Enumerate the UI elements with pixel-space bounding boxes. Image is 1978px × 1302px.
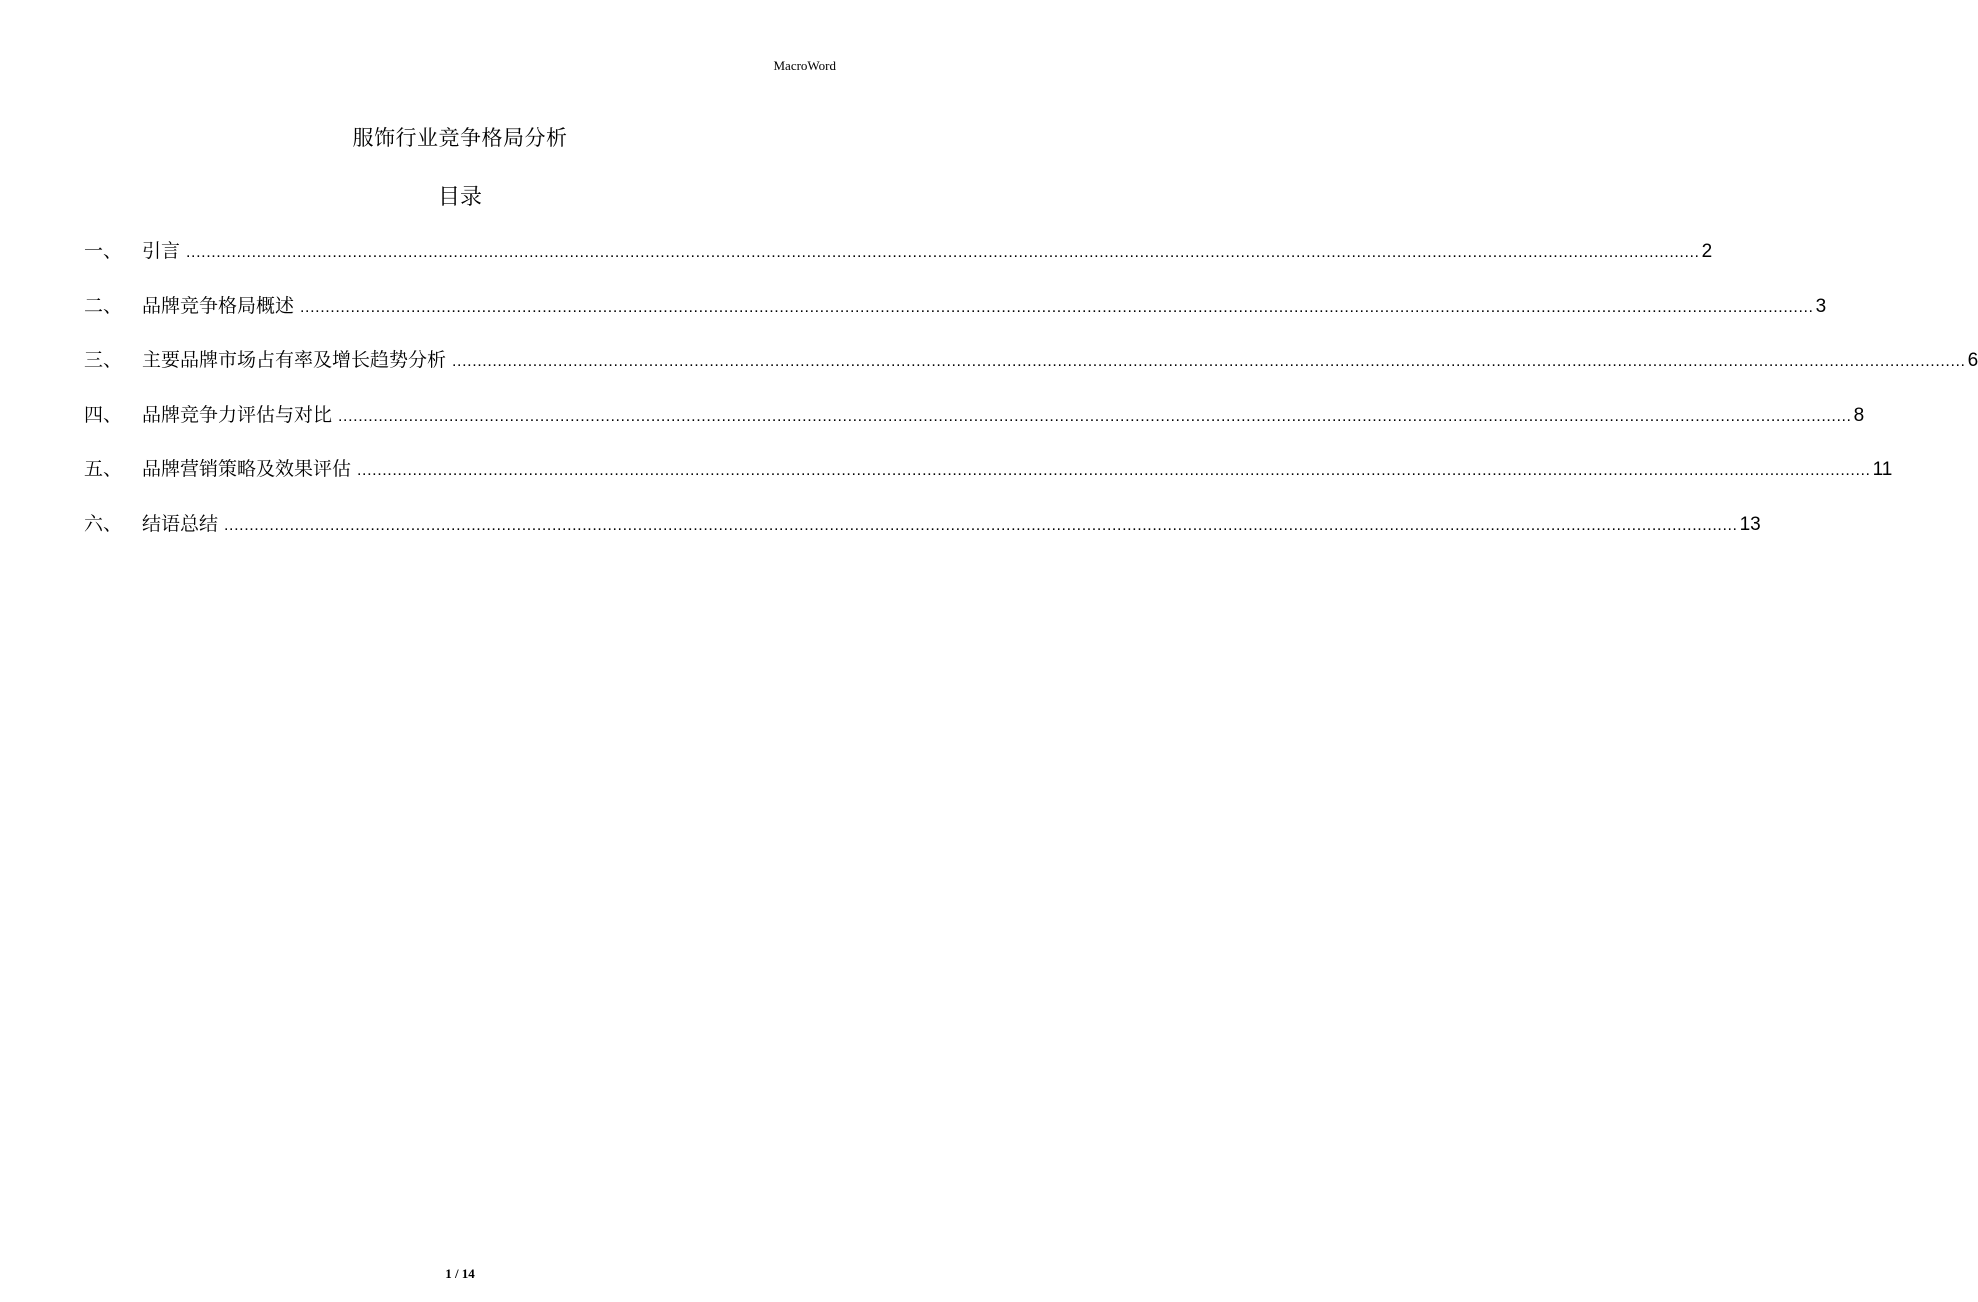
toc-entry-label: 品牌竞争力评估与对比 xyxy=(142,403,333,426)
page-header-brand: MacroWord xyxy=(773,58,836,73)
toc-entry-page: 13 xyxy=(1739,513,1761,535)
toc-entry[interactable] xyxy=(84,236,1713,266)
toc-dot-leader: ............................................................................................................................................................................................................................................................................................................ xyxy=(338,407,1852,425)
toc-entry-page: 3 xyxy=(1815,295,1827,317)
toc-entry-label: 引言 xyxy=(142,240,181,262)
toc-entry-number: 一、 xyxy=(84,240,123,262)
toc-dot-leader: ............................................................................................................................................................................................................................................................................................................ xyxy=(186,244,1700,261)
toc-entry-number: 六、 xyxy=(84,512,123,535)
toc-entry-page: 2 xyxy=(1701,241,1713,262)
toc-entry-label: 主要品牌市场占有率及增长趋势分析 xyxy=(142,349,447,372)
toc-entry-label: 品牌营销策略及效果评估 xyxy=(142,458,352,481)
toc-entry-number: 五、 xyxy=(84,458,123,481)
page-number-footer: 1 / 14 xyxy=(445,1266,475,1281)
document-title: 服饰行业竞争格局分析 xyxy=(352,126,568,150)
toc-dot-leader: ............................................................................................................................................................................................................................................................................................................ xyxy=(452,353,1966,371)
toc-entry-number: 三、 xyxy=(84,349,123,372)
toc-entry[interactable] xyxy=(84,509,1761,539)
toc-entry-page: 8 xyxy=(1853,404,1865,426)
toc-entry-number: 二、 xyxy=(84,294,123,317)
toc-entry[interactable] xyxy=(84,400,1865,430)
toc-dot-leader: ............................................................................................................................................................................................................................................................................................................ xyxy=(300,298,1814,316)
toc-entry-label: 结语总结 xyxy=(142,512,219,535)
toc-entry-label: 品牌竞争格局概述 xyxy=(142,294,295,317)
toc-entry[interactable] xyxy=(84,291,1827,321)
toc-entry-page: 11 xyxy=(1872,459,1893,481)
toc-entry-number: 四、 xyxy=(84,403,123,426)
table-of-contents xyxy=(84,236,1978,564)
toc-entry[interactable] xyxy=(84,345,1978,375)
toc-heading: 目录 xyxy=(437,185,482,210)
toc-entry[interactable] xyxy=(84,454,1893,484)
toc-dot-leader: ............................................................................................................................................................................................................................................................................................................ xyxy=(224,516,1738,534)
toc-entry-page: 6 xyxy=(1967,350,1978,372)
toc-dot-leader: ............................................................................................................................................................................................................................................................................................................ xyxy=(357,462,1871,480)
